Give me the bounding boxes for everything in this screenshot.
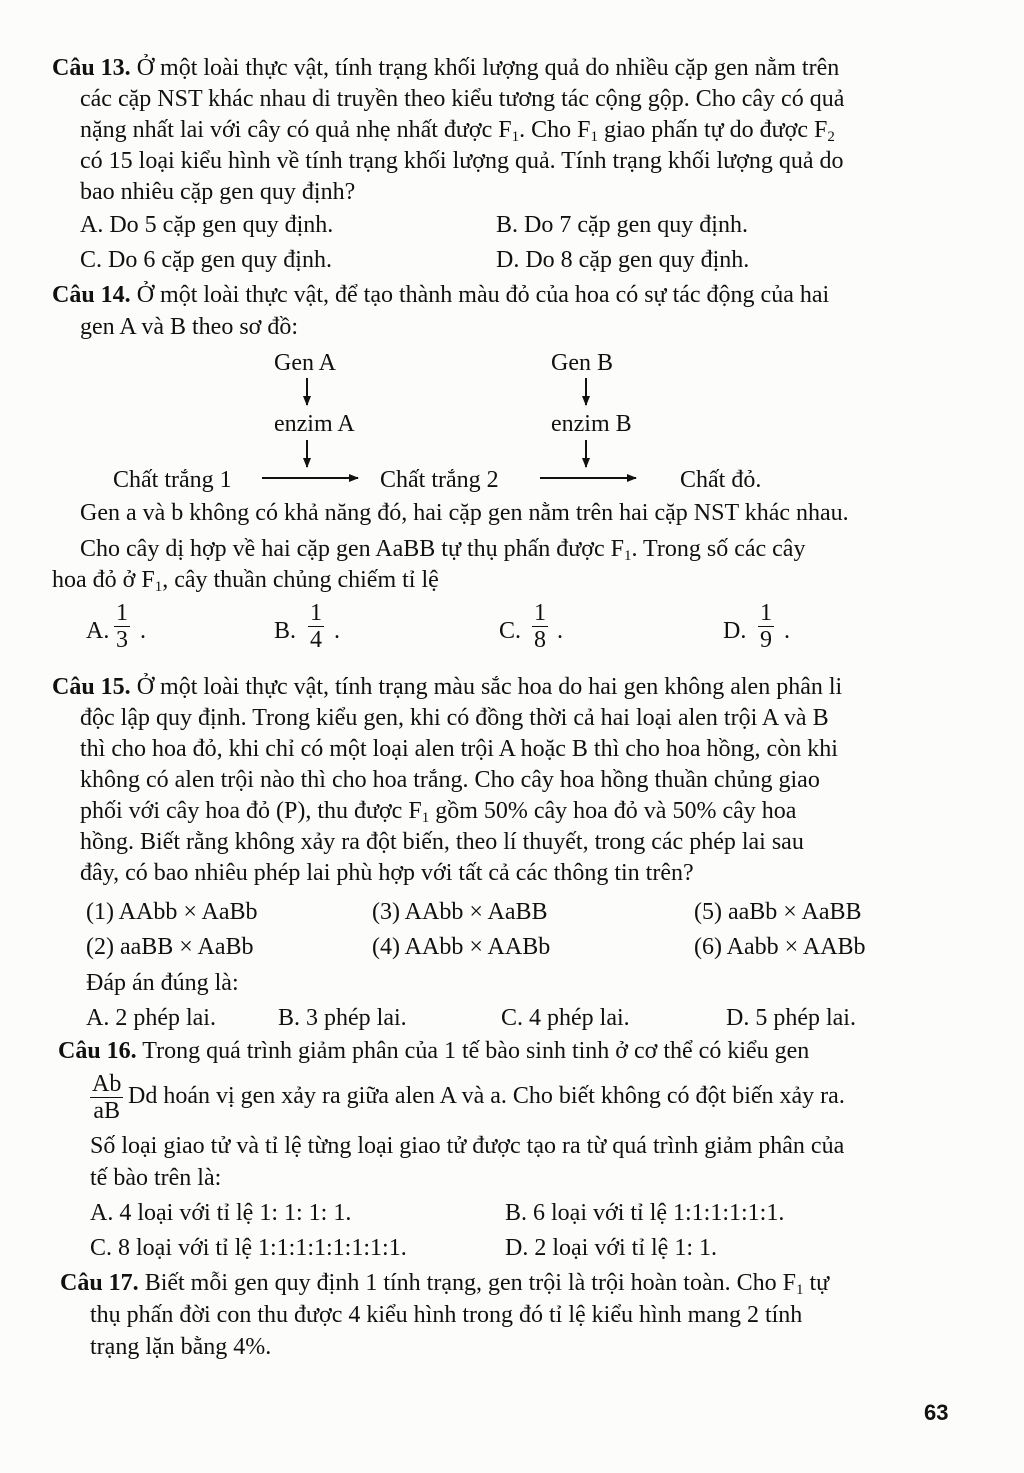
q14-line-2: gen A và B theo sơ đồ: [80,314,299,340]
q15-option-d: D. 5 phép lai. [726,1005,856,1031]
q13-option-d: D. Do 8 cặp gen quy định. [496,247,750,273]
q14-option-b-letter: B. [274,618,297,644]
textbook-page: Câu 13. Ở một loài thực vật, tính trạng khối lượng quả do nhiều cặp gen nằm trên các cặp NST khác nhau di truyền theo kiểu tương tác cộng gộp. Cho cây có quả nặng nhất lai với cây có quả nhẹ nhất được $F_1$. Cho $F_1$ giao phấn tự do được $F_2$ có 15 loại kiểu hình về tính trạng khối lượng quả. Tính trạng khối lượng quả do bao nhiêu cặp gen quy định? A. Do 5 cặp gen quy định. B. Do 7 cặp gen quy định. C. Do 6 cặp gen quy định. D. Do 8 cặp gen quy định. Câu 14. Ở một loài thực vật, để tạo thành màu đỏ của hoa có sự tác động của hai gen A và B theo sơ đồ: Gen A Gen B enzim A enzim B Chất trắng 1 Chất trắng 2 Chất đỏ. Gen a và b không có khả năng đó, hai cặp gen nằm trên hai cặp NST khác nhau. Cho cây dị hợp về hai cặp gen AaBB tự thụ phấn được $F_1$. Trong số các cây hoa đỏ ở $F_1$, cây thuần chủng chiếm tỉ lệ A. $\frac{1}{3}$ . B. $\frac{1}{4}$ . C. $\frac{1}{8}$ . D. $\frac{1}{9}$ . Câu 15. Ở một loài thực vật, tính trạng màu sắc hoa do hai gen không alen phân li độc lập quy định. Trong kiểu gen, khi có đồng thời cả hai loại alen trội A và B thì cho hoa đỏ, khi chỉ có một loại alen trội A hoặc B thì cho hoa hồng, còn khi không có alen trội nào thì cho hoa trắng. Cho cây hoa hồng thuần chủng giao phối với cây hoa đỏ (P), thu được $F_1$ gồm 50% cây hoa đỏ và 50% cây hoa hồng. Biết rằng không xảy ra đột biến, theo lí thuyết, trong các phép lai sau đây, có bao nhiêu phép lai phù hợp với tất cả các thông tin trên? (1) AAbb × AaBb (3) AAbb × AaBB (5) aaBb × AaBB (2) aaBB × AaBb (4) AAbb × AABb (6) Aabb × AABb Đáp án đúng là: A. 2 phép lai. B. 3 phép lai. C. 4 phép lai. D. 5 phép lai. Câu 16. Trong quá trình giảm phân của 1 tế bào sinh tinh ở cơ thể có kiểu gen $\frac{Ab}{aB}$ Dd hoán vị gen xảy ra giữa alen A và a. Cho biết không có đột biến xảy ra. Số loại giao tử và tỉ lệ từng loại giao tử được tạo ra từ quá trình giảm phân của tế bào trên là: A. 4 loại với tỉ lệ 1: 1: 1: 1. B. 6 loại với tỉ lệ 1:1:1:1:1:1. C. 8 loại với tỉ lệ 1:1:1:1:1:1:1:1. D. 2 loại với tỉ lệ 1: 1. Câu 17. Biết mỗi gen quy định 1 tính trạng, gen trội là trội hoàn toàn. Cho $F_1$ tự thụ phấn đời con thu được 4 kiểu hình trong đó tỉ lệ kiểu hình mang 2 tính trạng lặn bằng 4%. 63 [0,0,1024,1473]
enzyme-a-label: enzim A [274,411,355,437]
q15-line-4: không có alen trội nào thì cho hoa trắng. Cho cây hoa hồng thuần chủng giao [80,767,820,793]
red-product: Chất đỏ. [680,467,762,493]
q16-option-a: A. 4 loại với tỉ lệ 1: 1: 1: 1. [90,1200,352,1226]
q15-line-6: hồng. Biết rằng không xảy ra đột biến, theo lí thuyết, trong các phép lai sau [80,829,804,855]
q14-option-a-fraction: $\frac{1}{3}$ [116,600,128,653]
q16-line-3: Số loại giao tử và tỉ lệ từng loại giao tử được tạo ra từ quá trình giảm phân của [90,1133,845,1159]
white-substance-1: Chất trắng 1 [113,467,232,493]
q13-line-2: các cặp NST khác nhau di truyền theo kiểu tương tác cộng gộp. Cho cây có quả [80,86,845,112]
q14-option-d-fraction: $\frac{1}{9}$ [760,600,772,653]
q13-line-1: Câu 13. Ở một loài thực vật, tính trạng khối lượng quả do nhiều cặp gen nằm trên [52,55,840,81]
q16-line-2: Dd hoán vị gen xảy ra giữa alen A và a. Cho biết không có đột biến xảy ra. [128,1083,845,1109]
q13-option-b: B. Do 7 cặp gen quy định. [496,212,748,238]
q15-line-3: thì cho hoa đỏ, khi chỉ có một loại alen trội A hoặc B thì cho hoa hồng, còn khi [80,736,838,762]
white-substance-2: Chất trắng 2 [380,467,499,493]
q17-heading: Câu 17. [60,1270,139,1296]
q14-option-a-letter: A. [86,618,110,644]
q16-line-4: tế bào trên là: [90,1165,222,1191]
q13-option-a: A. Do 5 cặp gen quy định. [80,212,334,238]
q13-heading: Câu 13. [52,55,131,81]
q17-line-1: Câu 17. Biết mỗi gen quy định 1 tính trạng, gen trội là trội hoàn toàn. Cho $F_1$ tự [60,1270,830,1298]
q15-option-a: A. 2 phép lai. [86,1005,216,1031]
q15-line-7: đây, có bao nhiêu phép lai phù hợp với tất cả các thông tin trên? [80,860,694,886]
q15-line-1: Câu 15. Ở một loài thực vật, tính trạng màu sắc hoa do hai gen không alen phân li [52,674,843,700]
q14-line-3: Gen a và b không có khả năng đó, hai cặp gen nằm trên hai cặp NST khác nhau. [80,500,849,526]
q13-option-c: C. Do 6 cặp gen quy định. [80,247,332,273]
q15-answer-label: Đáp án đúng là: [86,970,239,996]
q15-line-5: phối với cây hoa đỏ (P), thu được $F_1$ gồm 50% cây hoa đỏ và 50% cây hoa [80,798,797,826]
q14-option-d-letter: D. [723,618,747,644]
genotype-fraction: $\frac{Ab}{aB}$ [92,1071,122,1124]
q16-heading: Câu 16. [58,1038,137,1064]
q15-line-2: độc lập quy định. Trong kiểu gen, khi có đồng thời cả hai loại alen trội A và B [80,705,829,731]
cross-1: (1) AAbb × AaBb [86,899,258,925]
page-number: 63 [924,1400,949,1425]
q14-option-c-fraction: $\frac{1}{8}$ [534,600,546,653]
q14-option-c-letter: C. [499,618,522,644]
q14-line-1: Câu 14. Ở một loài thực vật, để tạo thành màu đỏ của hoa có sự tác động của hai [52,282,830,308]
q15-option-b: B. 3 phép lai. [278,1005,407,1031]
q13-line-4: có 15 loại kiểu hình về tính trạng khối lượng quả. Tính trạng khối lượng quả do [80,148,844,174]
q14-line-5: hoa đỏ ở $F_1$, cây thuần chủng chiếm tỉ lệ [52,567,439,595]
q16-line-1: Câu 16. Trong quá trình giảm phân của 1 tế bào sinh tinh ở cơ thể có kiểu gen [58,1038,810,1064]
q14-option-b-fraction: $\frac{1}{4}$ [310,600,322,653]
q14-line-4: Cho cây dị hợp về hai cặp gen AaBB tự thụ phấn được $F_1$. Trong số các cây [80,536,806,564]
gene-b-label: Gen B [551,350,613,376]
q15-option-c: C. 4 phép lai. [501,1005,630,1031]
q15-heading: Câu 15. [52,674,131,700]
q13-line-5: bao nhiêu cặp gen quy định? [80,179,356,205]
gene-a-label: Gen A [274,350,336,376]
q13-line-3: nặng nhất lai với cây có quả nhẹ nhất được $F_1$. Cho $F_1$ giao phấn tự do được $F_2$ [80,117,835,145]
q16-option-c: C. 8 loại với tỉ lệ 1:1:1:1:1:1:1:1. [90,1235,407,1261]
q16-option-d: D. 2 loại với tỉ lệ 1: 1. [505,1235,718,1261]
q14-heading: Câu 14. [52,282,131,308]
cross-3: (3) AAbb × AaBB [372,899,548,925]
enzyme-b-label: enzim B [551,411,632,437]
q16-option-b: B. 6 loại với tỉ lệ 1:1:1:1:1:1. [505,1200,785,1226]
q17-line-2: thụ phấn đời con thu được 4 kiểu hình trong đó tỉ lệ kiểu hình mang 2 tính [90,1302,803,1328]
q17-line-3: trạng lặn bằng 4%. [90,1334,272,1360]
cross-6: (6) Aabb × AABb [694,934,866,960]
cross-4: (4) AAbb × AABb [372,934,551,960]
cross-2: (2) aaBB × AaBb [86,934,254,960]
cross-5: (5) aaBb × AaBB [694,899,862,925]
